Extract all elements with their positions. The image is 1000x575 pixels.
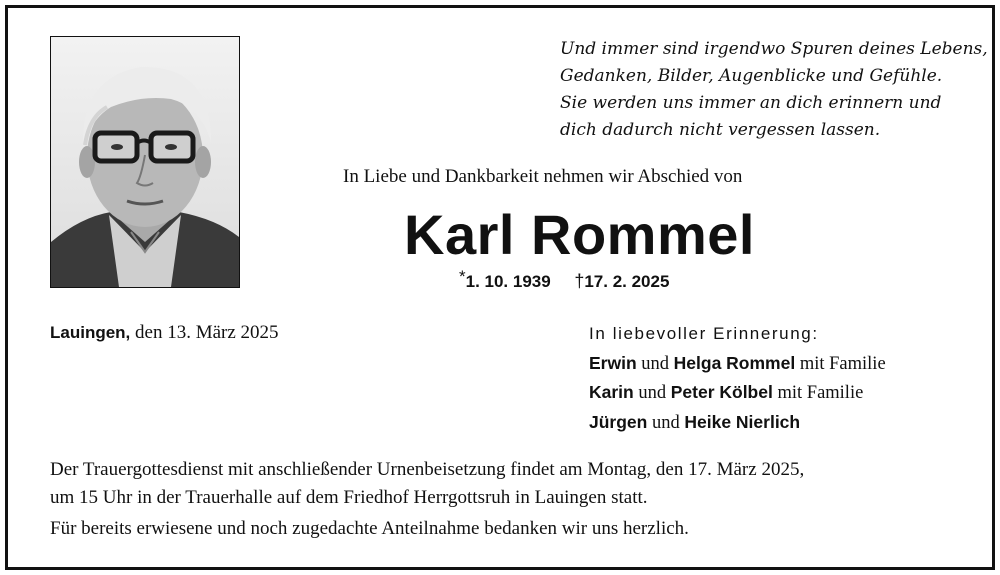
mourners-block bbox=[589, 320, 886, 437]
poem-line: dich dadurch nicht vergessen lassen. bbox=[560, 120, 881, 140]
place-city: Lauingen, bbox=[50, 323, 131, 342]
mourner-joiner: und bbox=[641, 353, 670, 374]
mourner-joiner: und bbox=[651, 412, 680, 433]
mourner-suffix: mit Familie bbox=[777, 383, 864, 403]
birth-date: 1. 10. 1939 bbox=[465, 272, 551, 291]
mourner-suffix: mit Familie bbox=[799, 353, 886, 374]
mourner-first: Karin bbox=[589, 382, 634, 402]
death-symbol: † bbox=[574, 271, 585, 291]
thanks-text: Für bereits erwiesene und noch zugedachte Anteilnahme bedanken wir uns herzlich. bbox=[50, 518, 689, 539]
death-date: 17. 2. 2025 bbox=[584, 272, 670, 291]
mourner-row bbox=[589, 349, 886, 379]
mourner-first: Erwin bbox=[589, 352, 637, 373]
intro-text: In Liebe und Dankbarkeit nehmen wir Abschied von bbox=[343, 166, 743, 187]
mourner-second: Helga Rommel bbox=[673, 352, 796, 373]
mourner-second: Heike Nierlich bbox=[684, 411, 801, 432]
poem bbox=[560, 36, 988, 144]
mourner-row bbox=[589, 378, 886, 408]
mourner-row bbox=[589, 408, 886, 438]
mourners-heading: In liebevoller Erinnerung: bbox=[589, 324, 819, 343]
place-date bbox=[50, 322, 279, 344]
mourner-first: Jürgen bbox=[589, 411, 648, 432]
poem-line: Gedanken, Bilder, Augenblicke und Gefühle. bbox=[560, 66, 943, 86]
service-line: um 15 Uhr in der Trauerhalle auf dem Friedhof Herrgottsruh in Lauingen statt. bbox=[50, 487, 648, 508]
service-line: Der Trauergottesdienst mit anschließender Urnenbeisetzung findet am Montag, den 17. März 2025, bbox=[50, 459, 805, 480]
poem-line: Und immer sind irgendwo Spuren deines Lebens, bbox=[560, 39, 988, 59]
life-dates bbox=[459, 267, 670, 292]
deceased-name: Karl Rommel bbox=[404, 203, 755, 266]
place-date-text: den 13. März 2025 bbox=[135, 322, 279, 343]
mourner-joiner: und bbox=[638, 383, 667, 403]
birth-symbol: * bbox=[459, 267, 466, 286]
portrait-photo bbox=[50, 36, 240, 288]
service-info bbox=[50, 456, 804, 512]
poem-line: Sie werden uns immer an dich erinnern und bbox=[560, 93, 942, 113]
mourner-second: Peter Kölbel bbox=[670, 382, 773, 402]
